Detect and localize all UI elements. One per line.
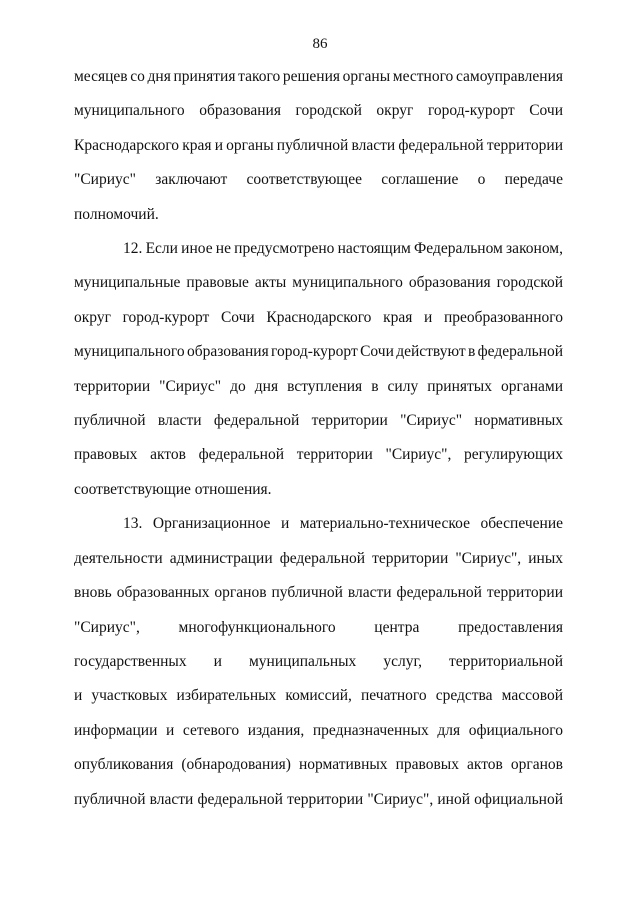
text-line: информации и сетевого издания, предназначенных для официального bbox=[74, 721, 563, 739]
text-line: "Сириус", многофункционального центра предоставления bbox=[74, 618, 563, 636]
text-line: месяцев со дня принятия такого решения органы местного самоуправления bbox=[74, 68, 563, 85]
text-line: муниципального образования городской округ город-курорт Сочи bbox=[74, 102, 563, 120]
paragraph-12 bbox=[74, 232, 563, 507]
text-line: полномочий. bbox=[74, 205, 159, 223]
text-line: 12. Если иное не предусмотрено настоящим Федеральном законом, bbox=[123, 240, 563, 258]
text-line: территории "Сириус" до дня вступления в силу принятых органами bbox=[74, 377, 563, 395]
text-line: соответствующие отношения. bbox=[74, 480, 272, 498]
text-line: деятельности администрации федеральной территории "Сириус", иных bbox=[74, 549, 563, 567]
text-line: публичной власти федеральной территории "Сириус", иной официальной bbox=[74, 790, 563, 808]
text-line: правовых актов федеральной территории "Сириус", регулирующих bbox=[74, 446, 563, 464]
text-line: 13. Организационное и материально-техническое обеспечение bbox=[123, 515, 563, 533]
text-line: муниципального образования город-курорт Сочи действуют в федеральной bbox=[74, 343, 563, 361]
text-line: и участковых избирательных комиссий, печатного средства массовой bbox=[74, 687, 563, 705]
document-body bbox=[74, 60, 563, 817]
text-line: "Сириус" заключают соответствующее соглашение о передаче bbox=[74, 171, 563, 189]
text-line: муниципальные правовые акты муниципального образования городской bbox=[74, 274, 563, 292]
paragraph-13 bbox=[74, 507, 563, 817]
text-line: Краснодарского края и органы публичной власти федеральной территории bbox=[74, 136, 563, 154]
text-line: опубликования (обнародования) нормативных правовых актов органов bbox=[74, 756, 563, 774]
text-line: округ город-курорт Сочи Краснодарского края и преобразованного bbox=[74, 308, 563, 326]
text-line: государственных и муниципальных услуг, территориальной bbox=[74, 652, 563, 670]
paragraph-1 bbox=[74, 60, 563, 232]
text-line: вновь образованных органов публичной власти федеральной территории bbox=[74, 584, 563, 602]
text-line: публичной власти федеральной территории "Сириус" нормативных bbox=[74, 412, 563, 430]
page-number: 86 bbox=[312, 36, 328, 52]
